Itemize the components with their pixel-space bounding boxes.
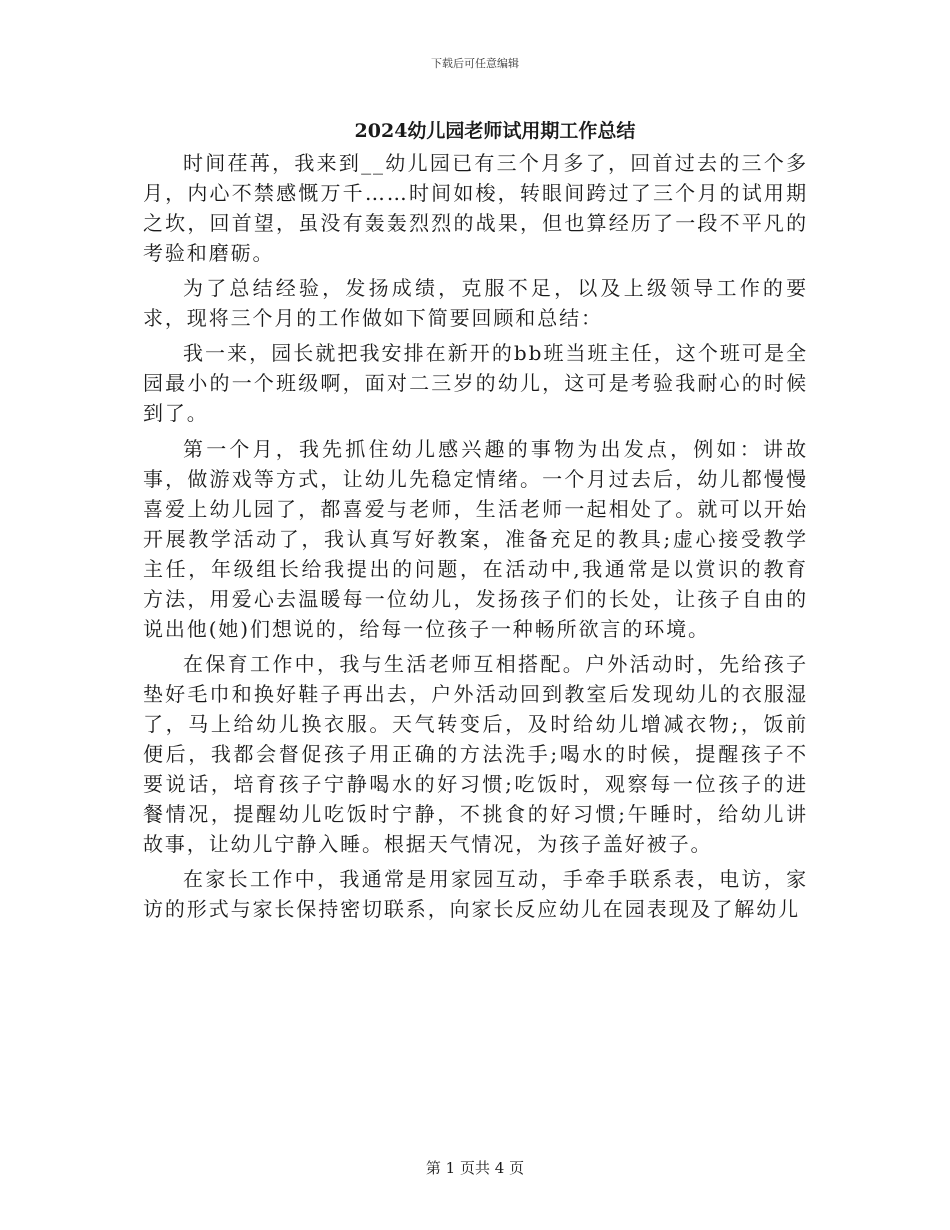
- header-note: 下载后可任意编辑: [431, 57, 519, 70]
- paragraph-parent-work: 在家长工作中，我通常是用家园互动，手牵手联系表，电访，家访的形式与家长保持密切联系，向家长反应幼儿在园表现及了解幼儿: [143, 866, 808, 921]
- paragraph-first-month: 第一个月，我先抓住幼儿感兴趣的事物为出发点，例如：讲故事，做游戏等方式，让幼儿先稳定情绪。一个月过去后，幼儿都慢慢喜爱上幼儿园了，都喜爱与老师，生活老师一起相处了。就可以开始开展教学活动了，我认真写好教案，准备充足的教具;虚心接受教学主任，年级组长给我提出的问题，在活动中,我通常是以赏识的教育方法，用爱心去温暖每一位幼儿，发扬孩子们的长处，让孩子自由的说出他(她)们想说的，给每一位孩子一种畅所欲言的环境。: [143, 436, 808, 641]
- document-title: 2024幼儿园老师试用期工作总结: [354, 120, 636, 142]
- paragraph-intro: 时间荏苒，我来到__幼儿园已有三个月多了，回首过去的三个多月，内心不禁感慨万千……时间如梭，转眼间跨过了三个月的试用期之坎，回首望，虽没有轰轰烈烈的战果，但也算经历了一段不平凡的考验和磨砺。: [143, 151, 808, 265]
- document-body: [143, 148, 808, 929]
- paragraph-purpose: 为了总结经验，发扬成绩，克服不足，以及上级领导工作的要求，现将三个月的工作做如下简要回顾和总结：: [143, 276, 808, 331]
- page-number: 第 1 页共 4 页: [425, 1159, 525, 1177]
- paragraph-class-assignment: 我一来，园长就把我安排在新开的bb班当班主任，这个班可是全园最小的一个班级啊，面对二三岁的幼儿，这可是考验我耐心的时候到了。: [143, 341, 808, 426]
- paragraph-care-work: 在保育工作中，我与生活老师互相搭配。户外活动时，先给孩子垫好毛巾和换好鞋子再出去，户外活动回到教室后发现幼儿的衣服湿了，马上给幼儿换衣服。天气转变后，及时给幼儿增减衣物;，饭前便后，我都会督促孩子用正确的方法洗手;喝水的时候，提醒孩子不要说话，培育孩子宁静喝水的好习惯;吃饭时，观察每一位孩子的进餐情况，提醒幼儿吃饭时宁静，不挑食的好习惯;午睡时，给幼儿讲故事，让幼儿宁静入睡。根据天气情况，为孩子盖好被子。: [143, 651, 808, 856]
